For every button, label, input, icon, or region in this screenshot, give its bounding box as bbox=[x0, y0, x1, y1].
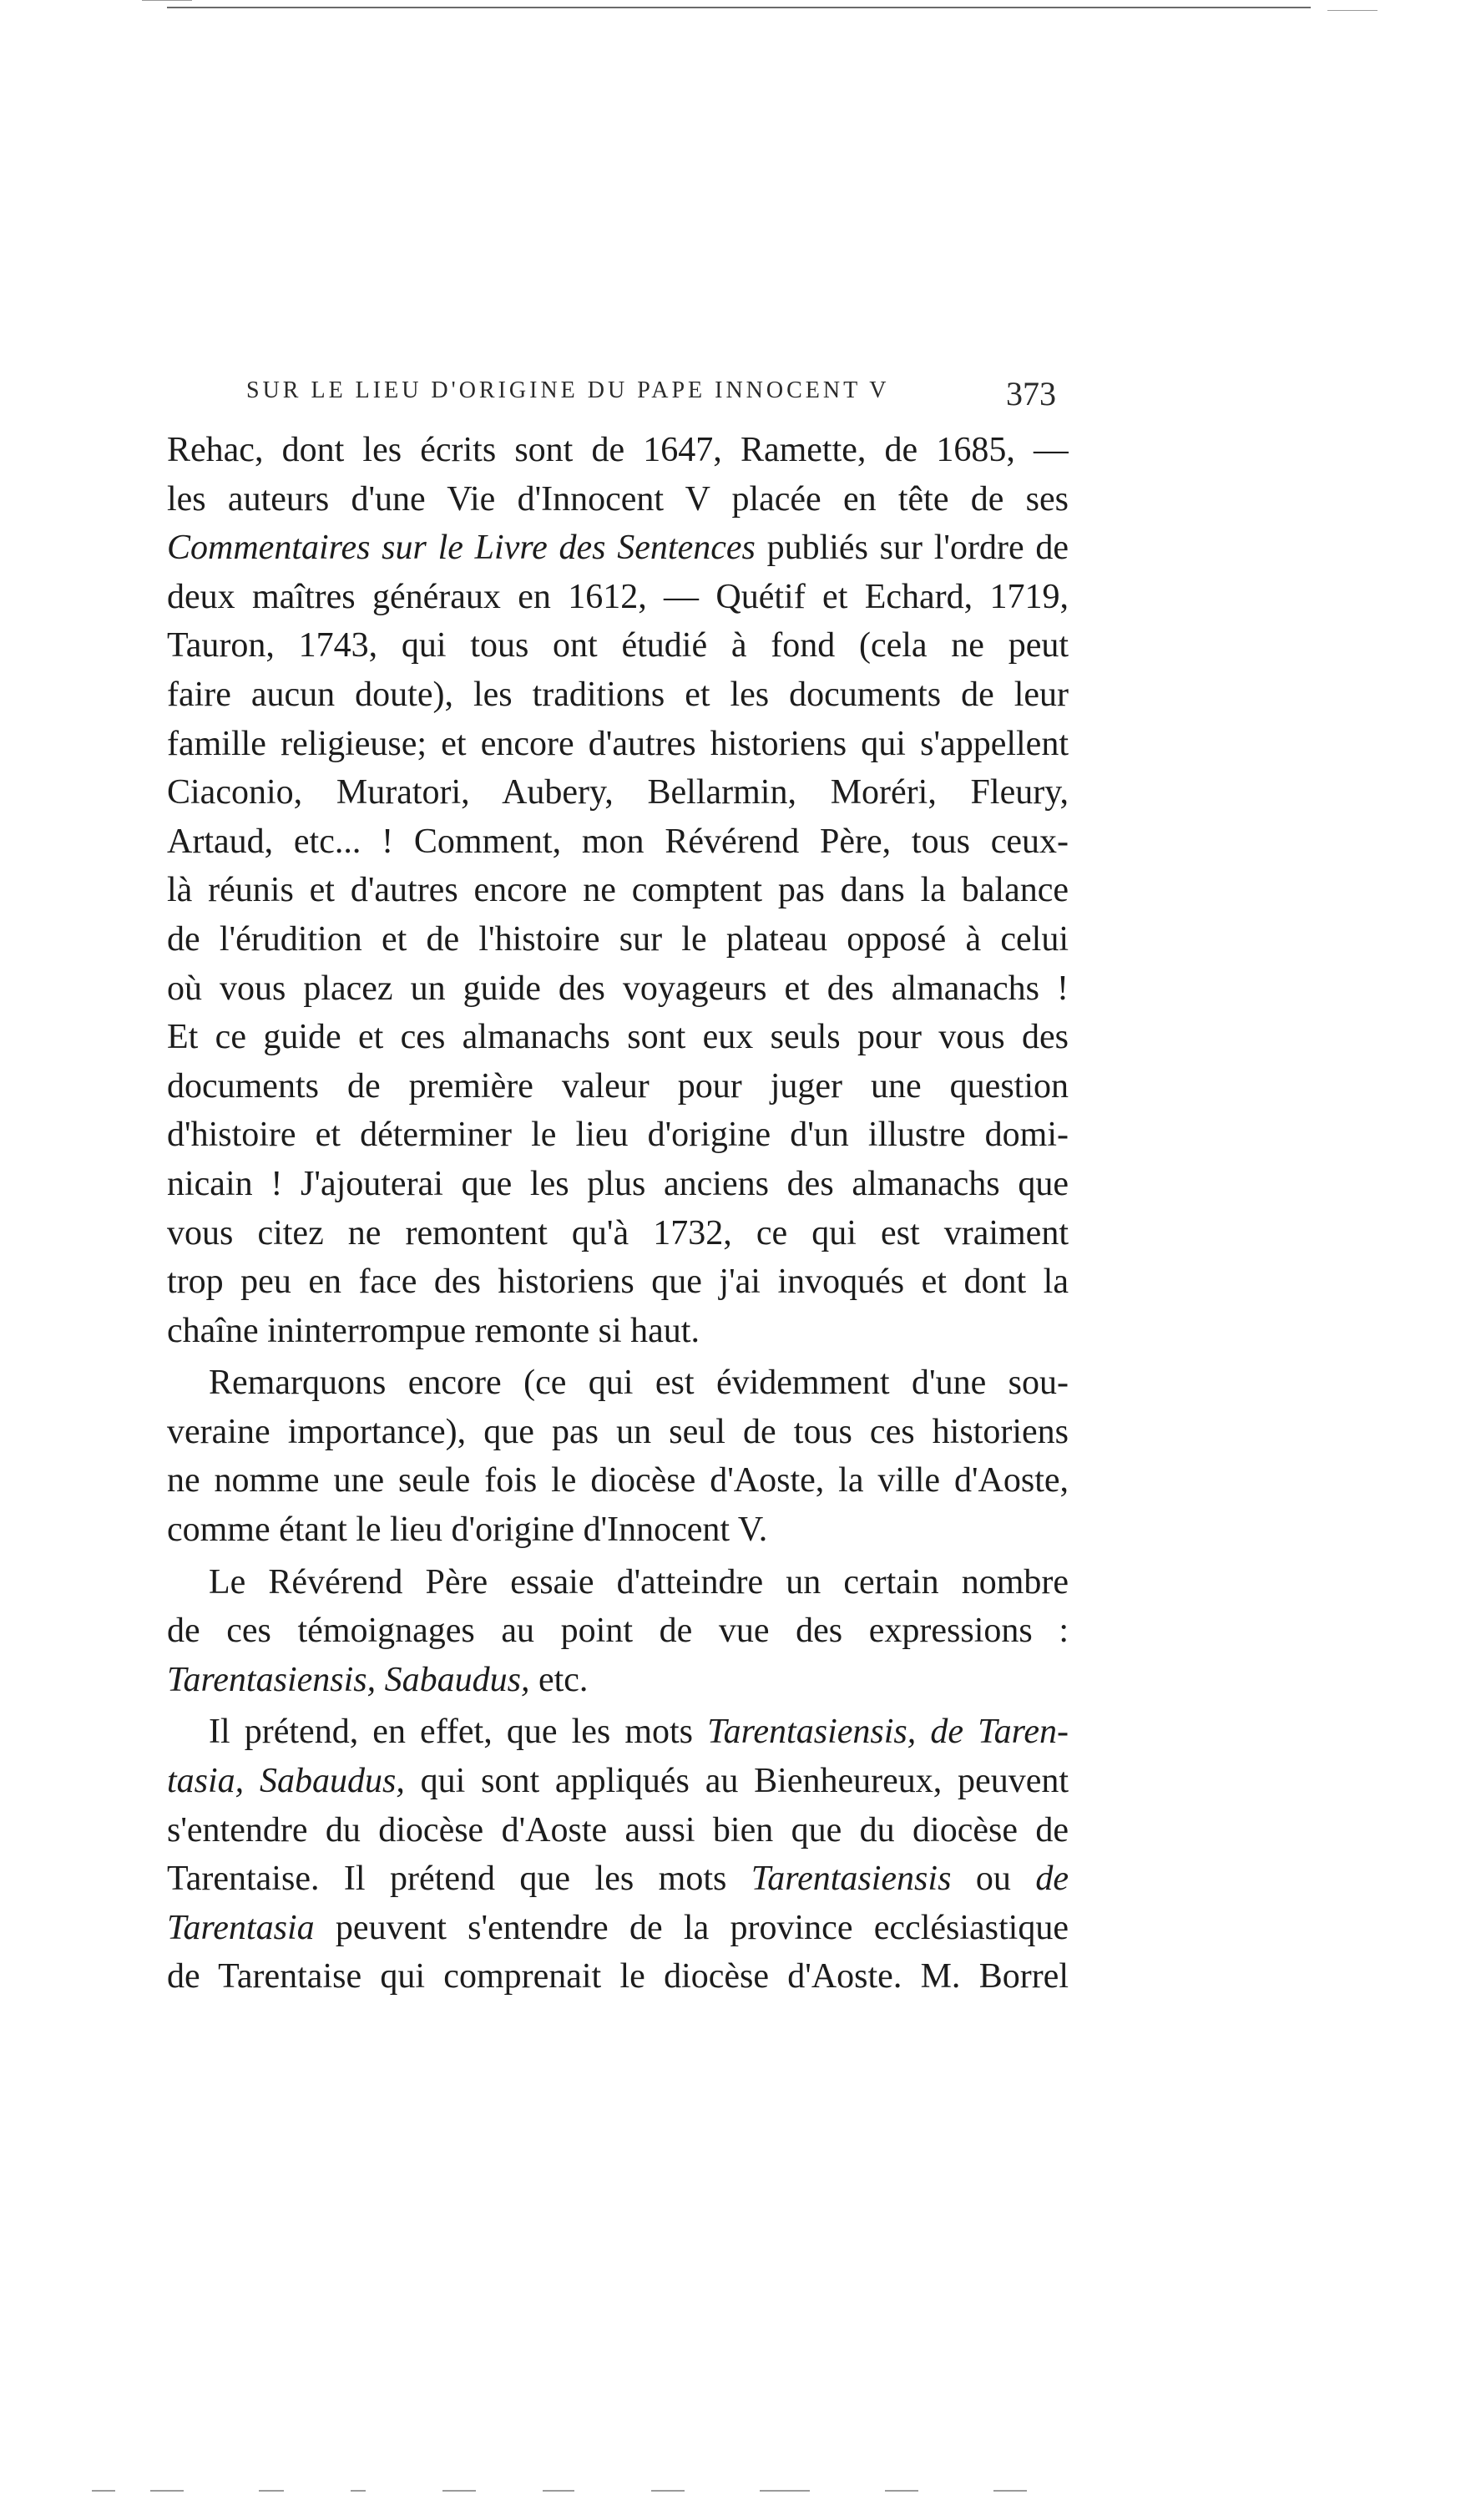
text-line: Tarentasiensis, Sabaudus, etc. bbox=[167, 1660, 589, 1699]
text-line: deux maîtres généraux en 1612, — Quétif et Echard, 1719, bbox=[167, 577, 1069, 616]
text-line: de ces témoignages au point de vue des expressions : bbox=[167, 1612, 1069, 1651]
text-line: Il prétend, en effet, que les mots Tarentasiensis, de Taren- bbox=[209, 1713, 1069, 1752]
page-number: 373 bbox=[1006, 375, 1056, 412]
text-line: les auteurs d'une Vie d'Innocent V placée en tête de ses bbox=[167, 479, 1069, 519]
text-line: nicain ! J'ajouterai que les plus anciens des almanachs que bbox=[167, 1164, 1069, 1203]
italic-term: Tarentasiensis bbox=[751, 1860, 952, 1899]
text-line: s'entendre du diocèse d'Aoste aussi bien que du diocèse de bbox=[167, 1810, 1069, 1850]
text-line: Artaud, etc... ! Comment, mon Révérend Père, tous ceux- bbox=[167, 822, 1069, 861]
edge-mark bbox=[760, 2490, 810, 2492]
running-title: SUR LE LIEU D'ORIGINE DU PAPE INNOCENT V bbox=[246, 377, 890, 403]
italic-term: Tarentasiensis, de Taren- bbox=[707, 1713, 1069, 1752]
text-line: là réunis et d'autres encore ne comptent pas dans la balance bbox=[167, 871, 1069, 910]
italic-term: Tarentasiensis, Sabaudus, bbox=[167, 1660, 530, 1699]
text-line: comme étant le lieu d'origine d'Innocent V. bbox=[167, 1510, 768, 1550]
edge-mark bbox=[259, 2490, 284, 2492]
text-line: veraine importance), que pas un seul de tous ces historiens bbox=[167, 1412, 1069, 1451]
text-line: documents de première valeur pour juger une question bbox=[167, 1066, 1069, 1106]
edge-mark bbox=[993, 2490, 1027, 2492]
text-line: faire aucun doute), les traditions et les documents de leur bbox=[167, 675, 1069, 714]
edge-mark bbox=[651, 2490, 685, 2492]
running-head bbox=[246, 374, 1081, 416]
text-line: trop peu en face des historiens que j'ai invoqués et dont la bbox=[167, 1263, 1069, 1302]
edge-mark bbox=[351, 2490, 366, 2492]
italic-term: de bbox=[1035, 1860, 1069, 1899]
text-line: Tarentasia peuvent s'entendre de la province ecclésiastique bbox=[167, 1908, 1069, 1947]
body-text bbox=[167, 426, 1069, 2001]
text-line: de Tarentaise qui comprenait le diocèse d'Aoste. M. Borrel bbox=[167, 1957, 1069, 1996]
edge-mark bbox=[150, 2490, 184, 2492]
text-line: Ciaconio, Muratori, Aubery, Bellarmin, Moréri, Fleury, bbox=[167, 773, 1069, 812]
italic-title: Commentaires sur le Livre des Sentences bbox=[167, 529, 756, 568]
text-line: Tauron, 1743, qui tous ont étudié à fond (cela ne peut bbox=[167, 626, 1069, 665]
text-line: Et ce guide et ces almanachs sont eux seuls pour vous des bbox=[167, 1018, 1069, 1057]
text-line: famille religieuse; et encore d'autres historiens qui s'appellent bbox=[167, 724, 1069, 763]
edge-mark bbox=[885, 2490, 918, 2492]
text-line: Commentaires sur le Livre des Sentences publiés sur l'ordre de bbox=[167, 529, 1069, 568]
text-line: d'histoire et déterminer le lieu d'origine d'un illustre domi- bbox=[167, 1116, 1069, 1155]
top-edge-mark bbox=[142, 0, 192, 1]
text-line: Remarquons encore (ce qui est évidemment d'une sou- bbox=[209, 1364, 1069, 1403]
top-page-rule bbox=[167, 7, 1311, 8]
text-line: tasia, Sabaudus, qui sont appliqués au Bienheureux, peuvent bbox=[167, 1762, 1069, 1801]
text-line: Rehac, dont les écrits sont de 1647, Ramette, de 1685, — bbox=[167, 431, 1069, 469]
text-line: ne nomme une seule fois le diocèse d'Aoste, la ville d'Aoste, bbox=[167, 1461, 1069, 1500]
edge-mark bbox=[92, 2490, 115, 2492]
italic-term: tasia, Sabaudus, bbox=[167, 1762, 405, 1801]
text-line: de l'érudition et de l'histoire sur le plateau opposé à celui bbox=[167, 919, 1069, 959]
italic-term: Tarentasia bbox=[167, 1908, 315, 1947]
text-line: où vous placez un guide des voyageurs et des almanachs ! bbox=[167, 969, 1069, 1008]
text-line: Le Révérend Père essaie d'atteindre un certain nombre bbox=[209, 1562, 1069, 1602]
text-line: Tarentaise. Il prétend que les mots Tarentasiensis ou de bbox=[167, 1860, 1069, 1899]
bottom-edge-marks bbox=[92, 2490, 1094, 2498]
edge-mark bbox=[543, 2490, 574, 2492]
edge-mark bbox=[442, 2490, 476, 2492]
top-page-rule-short bbox=[1327, 10, 1377, 11]
text-line: vous citez ne remontent qu'à 1732, ce qui est vraiment bbox=[167, 1213, 1069, 1252]
text-line: chaîne ininterrompue remonte si haut. bbox=[167, 1311, 700, 1350]
